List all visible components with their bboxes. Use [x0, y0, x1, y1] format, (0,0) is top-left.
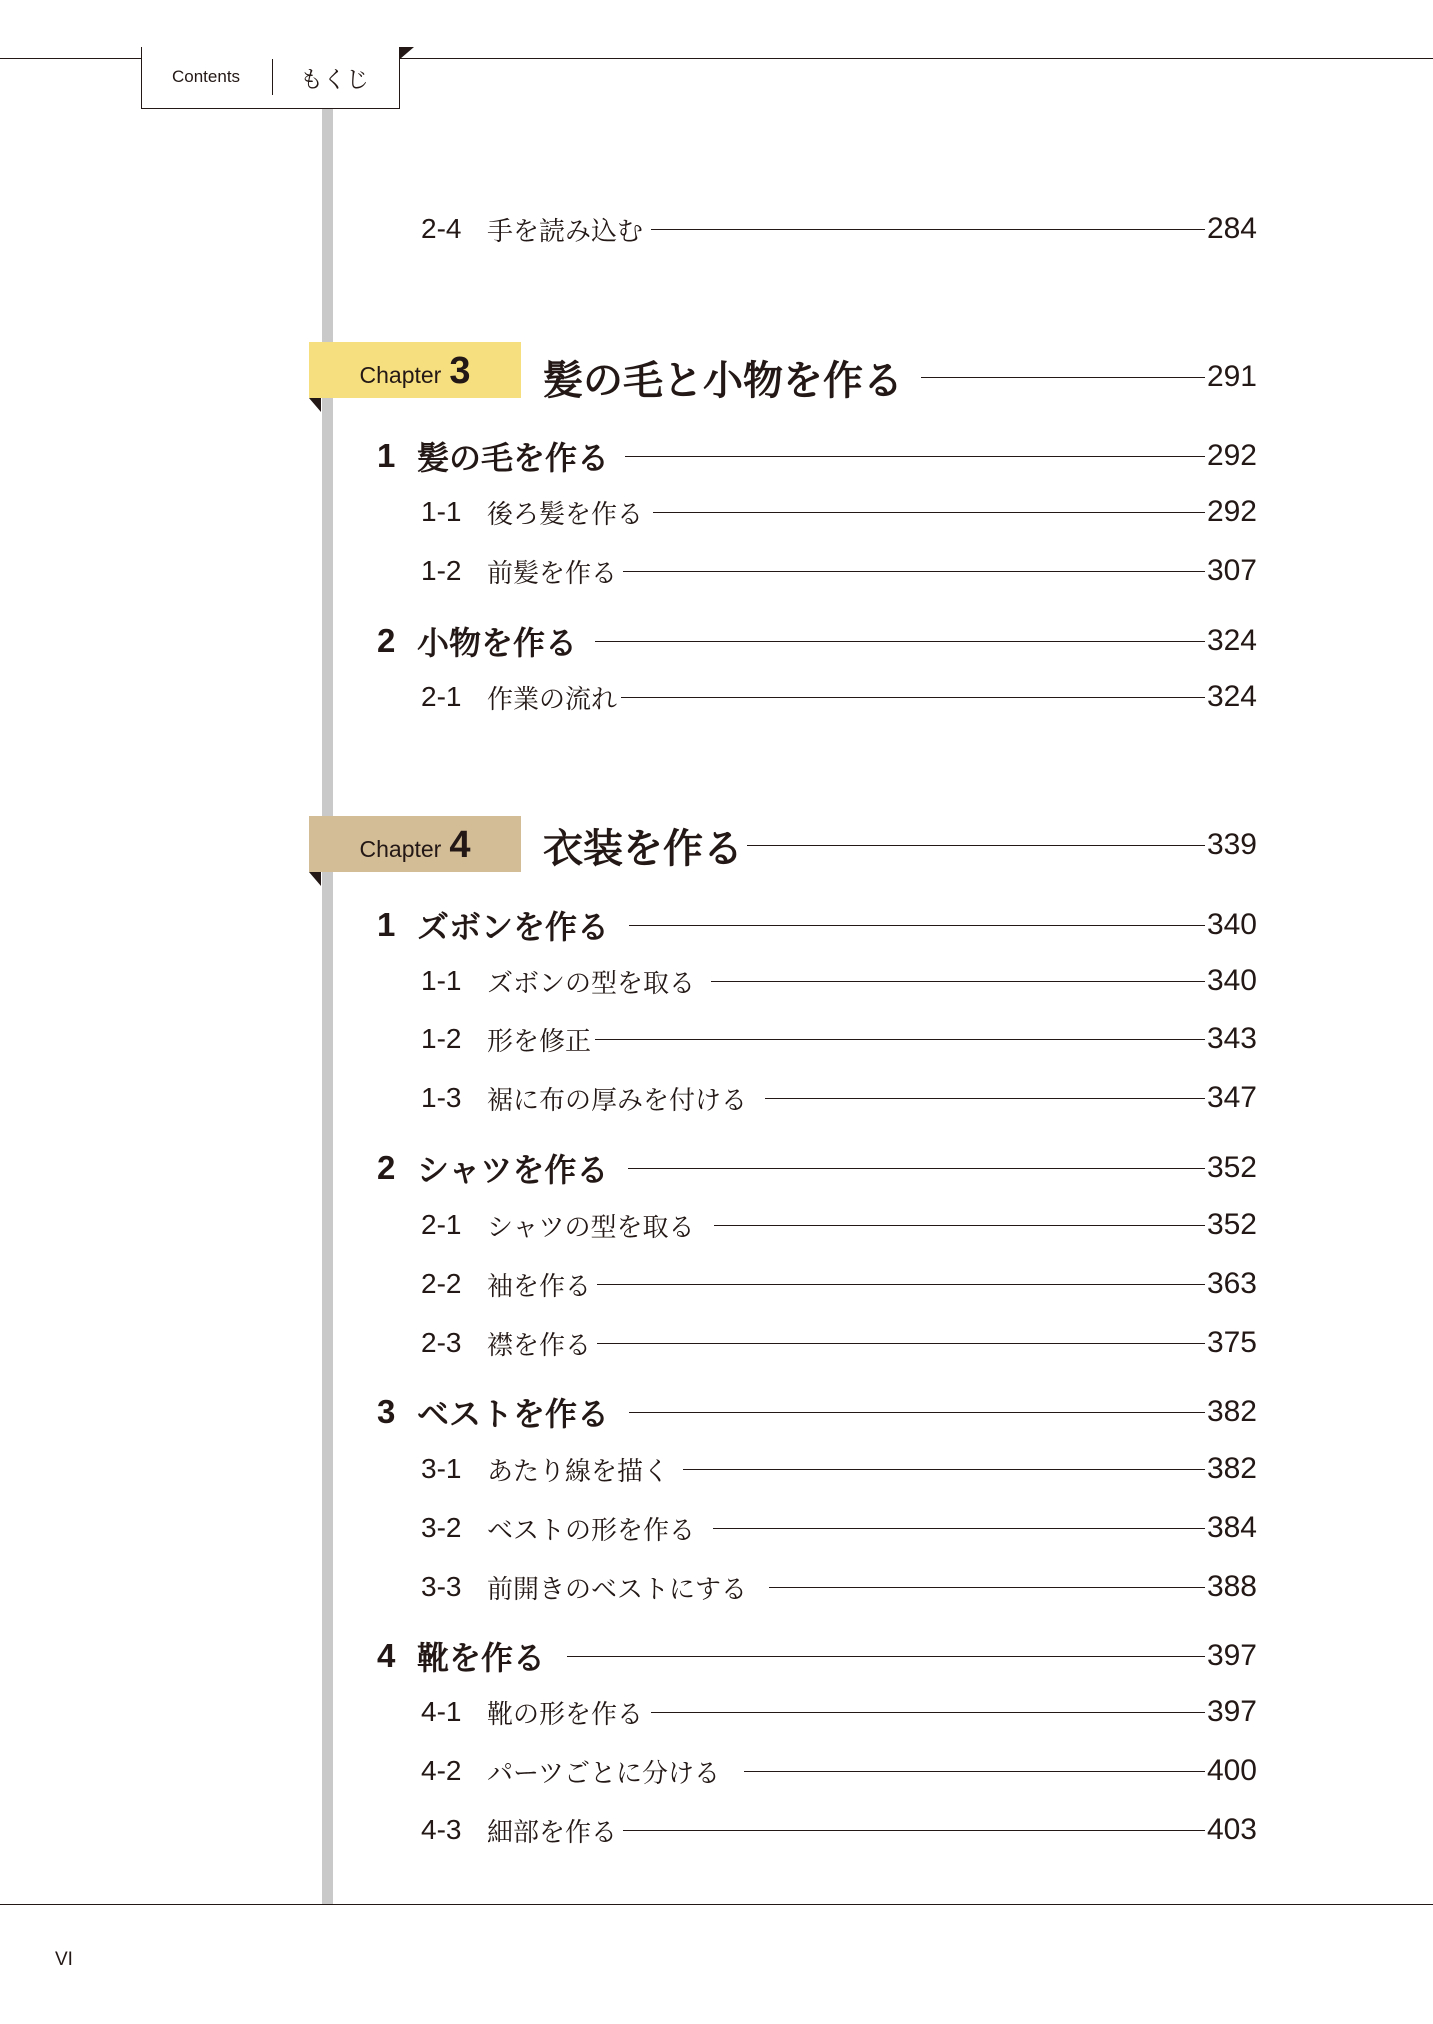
item-page: 403: [1206, 1813, 1257, 1846]
item-number: 1-1: [421, 965, 462, 996]
item-page: 324: [1206, 680, 1257, 713]
section-page: 324: [1206, 624, 1257, 657]
item-title: 襟を作る: [487, 1330, 592, 1361]
item-number: 4-3: [421, 1814, 462, 1845]
item-page: 384: [1206, 1511, 1257, 1544]
toc-item[interactable]: [421, 961, 1257, 1001]
item-title: シャツの型を取る: [487, 1212, 695, 1243]
toc-section[interactable]: [377, 619, 1257, 663]
toc-item[interactable]: [421, 1264, 1257, 1304]
toc-section[interactable]: [377, 1146, 1257, 1190]
section-number: 4: [377, 1637, 396, 1674]
item-title: 形を修正: [487, 1026, 592, 1057]
dot-leader: [769, 1587, 1205, 1588]
item-number: 4-1: [421, 1696, 462, 1727]
item-number: 3-3: [421, 1571, 462, 1602]
item-title: 前開きのベストにする: [487, 1574, 748, 1605]
item-title: 裾に布の厚みを付ける: [487, 1085, 748, 1116]
item-page: 382: [1206, 1452, 1257, 1485]
tab-divider: [272, 59, 273, 95]
item-title: 手を読み込む: [487, 216, 644, 247]
dot-leader: [567, 1656, 1205, 1657]
item-page: 343: [1206, 1022, 1257, 1055]
chapter-tab: [309, 342, 521, 398]
toc-section[interactable]: [377, 1634, 1257, 1678]
item-number: 2-2: [421, 1268, 462, 1299]
item-number: 3-2: [421, 1512, 462, 1543]
section-number: 2: [377, 1149, 396, 1186]
footer-rule: [0, 1904, 1433, 1905]
toc-item[interactable]: [421, 1692, 1257, 1732]
item-page: 375: [1206, 1326, 1257, 1359]
dot-leader: [623, 571, 1205, 572]
toc-item[interactable]: [421, 1019, 1257, 1059]
dot-leader: [744, 1771, 1205, 1772]
chapter-heading[interactable]: [543, 817, 1257, 873]
mokuji-label: もくじ: [300, 67, 369, 93]
chapter-number: 4: [449, 824, 471, 866]
item-title: 前髪を作る: [487, 558, 618, 589]
item-title: ベストの形を作る: [487, 1515, 696, 1546]
dot-leader: [714, 1225, 1204, 1226]
item-title: 後ろ髪を作る: [487, 499, 644, 530]
section-page: 340: [1206, 908, 1257, 941]
toc-item[interactable]: [421, 1567, 1257, 1607]
item-page: 307: [1206, 554, 1257, 587]
dot-leader: [628, 1168, 1205, 1169]
toc-section[interactable]: [377, 1390, 1257, 1434]
dot-leader: [683, 1469, 1205, 1470]
item-page: 284: [1206, 212, 1257, 245]
chapter-word: Chapter: [359, 836, 442, 862]
toc-item[interactable]: [421, 1810, 1257, 1850]
item-number: 2-3: [421, 1327, 462, 1358]
item-number: 2-1: [421, 1209, 462, 1240]
dot-leader: [711, 981, 1205, 982]
section-page: 352: [1206, 1151, 1257, 1184]
item-page: 363: [1206, 1267, 1257, 1300]
dot-leader: [765, 1098, 1205, 1099]
section-title: 髪の毛を作る: [417, 439, 610, 477]
section-number: 3: [377, 1393, 396, 1430]
chapter-word: Chapter: [359, 362, 442, 388]
toc-section[interactable]: [377, 434, 1257, 478]
chapter-label-box: [309, 342, 521, 398]
dot-leader: [625, 456, 1205, 457]
chapter-title: 衣装を作る: [543, 825, 743, 872]
item-page: 397: [1206, 1695, 1257, 1728]
item-page: 352: [1206, 1208, 1257, 1241]
section-title: 小物を作る: [417, 624, 578, 662]
dot-leader: [621, 697, 1205, 698]
page-folio: VI: [55, 1949, 73, 1970]
dot-leader: [651, 1712, 1205, 1713]
item-number: 2-4: [421, 213, 462, 244]
chapter-fold-mark: [309, 872, 321, 886]
contents-tab: [141, 47, 400, 109]
section-title: ズボンを作る: [417, 908, 610, 946]
item-page: 340: [1206, 964, 1257, 997]
dot-leader: [629, 925, 1205, 926]
chapter-page: 291: [1206, 360, 1257, 393]
dot-leader: [597, 1284, 1205, 1285]
chapter-tab: [309, 816, 521, 872]
item-number: 4-2: [421, 1755, 462, 1786]
toc-item[interactable]: [421, 551, 1257, 591]
chapter-fold-mark: [309, 398, 321, 412]
dot-leader: [597, 1343, 1205, 1344]
toc-section[interactable]: [377, 903, 1257, 947]
section-page: 397: [1206, 1639, 1257, 1672]
toc-item[interactable]: [421, 1323, 1257, 1363]
section-title: 靴を作る: [417, 1639, 546, 1677]
item-page: 347: [1206, 1081, 1257, 1114]
item-title: 袖を作る: [487, 1271, 592, 1302]
toc-item[interactable]: [421, 677, 1257, 717]
item-number: 3-1: [421, 1453, 462, 1484]
toc-item[interactable]: [421, 1751, 1257, 1791]
toc-item[interactable]: [421, 1508, 1257, 1548]
toc-item[interactable]: [421, 492, 1257, 532]
item-number: 1-1: [421, 496, 462, 527]
toc-item[interactable]: [421, 1078, 1257, 1118]
section-number: 1: [377, 906, 396, 943]
section-title: シャツを作る: [417, 1151, 609, 1189]
item-number: 1-3: [421, 1082, 462, 1113]
dot-leader: [651, 229, 1205, 230]
contents-label: Contents: [172, 67, 241, 86]
chapter-title: 髪の毛と小物を作る: [543, 357, 903, 404]
chapter-number: 3: [449, 350, 471, 392]
dot-leader: [629, 1412, 1205, 1413]
dot-leader: [713, 1528, 1205, 1529]
toc-item[interactable]: [421, 209, 1257, 249]
section-number: 2: [377, 622, 396, 659]
item-title: あたり線を描く: [487, 1456, 670, 1487]
item-title: 靴の形を作る: [487, 1699, 644, 1730]
section-page: 292: [1206, 439, 1257, 472]
dot-leader: [595, 641, 1205, 642]
dot-leader: [595, 1039, 1205, 1040]
item-page: 388: [1206, 1570, 1257, 1603]
item-title: ズボンの型を取る: [487, 968, 696, 999]
section-title: ベストを作る: [417, 1395, 610, 1433]
item-number: 2-1: [421, 681, 462, 712]
toc-item[interactable]: [421, 1205, 1257, 1245]
item-title: 細部を作る: [487, 1817, 618, 1848]
dot-leader: [653, 512, 1205, 513]
section-page: 382: [1206, 1395, 1257, 1428]
dot-leader: [921, 377, 1205, 378]
item-number: 1-2: [421, 555, 462, 586]
chapter-heading[interactable]: [543, 349, 1257, 405]
item-number: 1-2: [421, 1023, 462, 1054]
section-number: 1: [377, 437, 396, 474]
chapter-label-box: [309, 816, 521, 872]
dot-leader: [623, 1830, 1205, 1831]
toc-item[interactable]: [421, 1449, 1257, 1489]
item-page: 400: [1206, 1754, 1257, 1787]
item-page: 292: [1206, 495, 1257, 528]
tab-corner-mark: [400, 47, 414, 59]
item-title: パーツごとに分ける: [487, 1758, 720, 1789]
dot-leader: [747, 845, 1205, 846]
item-title: 作業の流れ: [487, 684, 618, 715]
chapter-page: 339: [1206, 828, 1257, 861]
